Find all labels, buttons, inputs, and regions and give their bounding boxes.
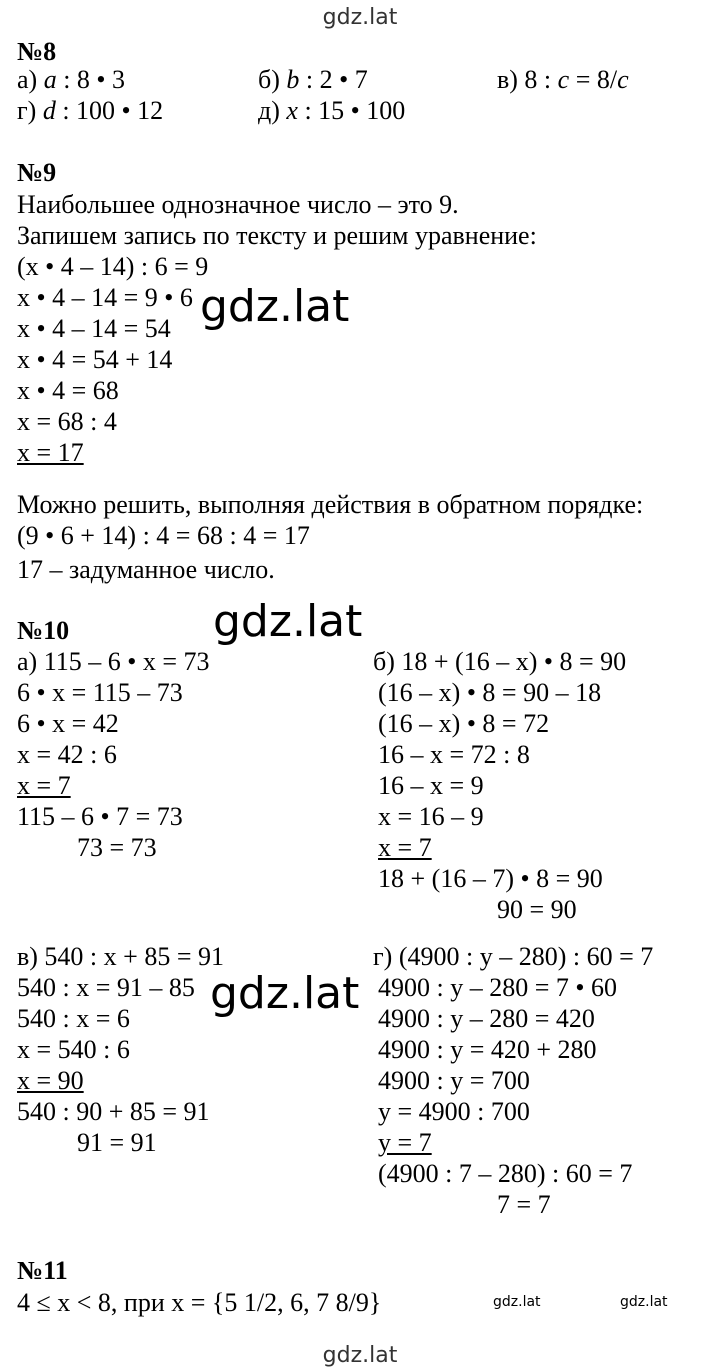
ex10v-line: 540 : 90 + 85 = 91 [17, 1097, 210, 1126]
ex9-answer: x = 17 [17, 438, 84, 467]
ex10v-line: 540 : x = 91 – 85 [17, 973, 195, 1002]
ex8-item-d: д) x : 15 • 100 [258, 96, 406, 125]
ex10b-answer: x = 7 [378, 833, 432, 862]
ex10g-line: 4900 : y = 700 [378, 1066, 530, 1095]
ex10a-line: 73 = 73 [77, 833, 157, 862]
watermark-small-2: gdz.lat [620, 1294, 668, 1310]
ex9-line: Наибольшее однозначное число – это 9. [17, 190, 459, 219]
watermark-big-1: gdz.lat [200, 281, 350, 332]
watermark-bottom: gdz.lat [322, 1343, 398, 1368]
ex10b-line: 18 + (16 – 7) • 8 = 90 [378, 864, 603, 893]
ex10-title: №10 [17, 616, 70, 645]
ex10a-line: 6 • x = 42 [17, 709, 119, 738]
ex10v-line: 540 : x = 6 [17, 1004, 130, 1033]
ex10b-line: 90 = 90 [497, 895, 577, 924]
ex10b-line: x = 16 – 9 [378, 802, 484, 831]
ex9-line: x = 68 : 4 [17, 407, 117, 436]
watermark-big-3: gdz.lat [210, 968, 360, 1019]
ex8-item-g: г) d : 100 • 12 [17, 96, 164, 125]
ex10v-answer: x = 90 [17, 1066, 84, 1095]
ex10v-line: в) 540 : x + 85 = 91 [17, 942, 224, 971]
ex10b-line: (16 – x) • 8 = 72 [378, 709, 550, 738]
ex9-title: №9 [17, 158, 57, 187]
ex9-line: 17 – задуманное число. [17, 555, 275, 584]
ex9-line: x • 4 = 54 + 14 [17, 345, 173, 374]
ex9-line: Можно решить, выполняя действия в обратном порядке: [17, 490, 644, 519]
ex10g-line: 4900 : y – 280 = 420 [378, 1004, 595, 1033]
ex8-item-v: в) 8 : c = 8/c [497, 65, 629, 94]
ex10g-line: 4900 : y – 280 = 7 • 60 [378, 973, 617, 1002]
ex9-line: x • 4 – 14 = 54 [17, 314, 171, 343]
ex10b-line: (16 – x) • 8 = 90 – 18 [378, 678, 602, 707]
ex10g-line: (4900 : 7 – 280) : 60 = 7 [378, 1159, 633, 1188]
ex10a-line: 115 – 6 • 7 = 73 [17, 802, 183, 831]
ex10g-line: 4900 : y = 420 + 280 [378, 1035, 597, 1064]
ex10b-line: б) 18 + (16 – x) • 8 = 90 [373, 647, 627, 676]
ex8-item-b: б) b : 2 • 7 [258, 65, 368, 94]
watermark-top: gdz.lat [322, 5, 398, 30]
ex10b-line: 16 – x = 9 [378, 771, 484, 800]
ex10b-line: 16 – x = 72 : 8 [378, 740, 530, 769]
ex10v-line: 91 = 91 [77, 1128, 157, 1157]
watermark-big-2: gdz.lat [213, 596, 363, 647]
ex10a-answer: x = 7 [17, 771, 71, 800]
ex10a-line: x = 42 : 6 [17, 740, 117, 769]
ex10g-line: y = 4900 : 700 [378, 1097, 530, 1126]
ex10a-line: 6 • x = 115 – 73 [17, 678, 183, 707]
ex9-line: Запишем запись по тексту и решим уравнение: [17, 221, 537, 250]
ex8-title: №8 [17, 37, 57, 66]
ex8-item-a: а) a : 8 • 3 [17, 65, 126, 94]
ex11-line: 4 ≤ x < 8, при x = {5 1/2, 6, 7 8/9} [17, 1288, 382, 1317]
ex10g-line: г) (4900 : y – 280) : 60 = 7 [373, 942, 654, 971]
ex9-line: x • 4 = 68 [17, 376, 119, 405]
ex10a-line: а) 115 – 6 • x = 73 [17, 647, 210, 676]
ex9-line: (9 • 6 + 14) : 4 = 68 : 4 = 17 [17, 521, 310, 550]
ex11-title: №11 [17, 1256, 68, 1285]
watermark-small-1: gdz.lat [493, 1294, 541, 1310]
ex9-line: x • 4 – 14 = 9 • 6 [17, 283, 193, 312]
ex10g-line: 7 = 7 [497, 1190, 551, 1219]
ex9-line: (x • 4 – 14) : 6 = 9 [17, 252, 209, 281]
ex10g-answer: y = 7 [378, 1128, 432, 1157]
ex10v-line: x = 540 : 6 [17, 1035, 130, 1064]
